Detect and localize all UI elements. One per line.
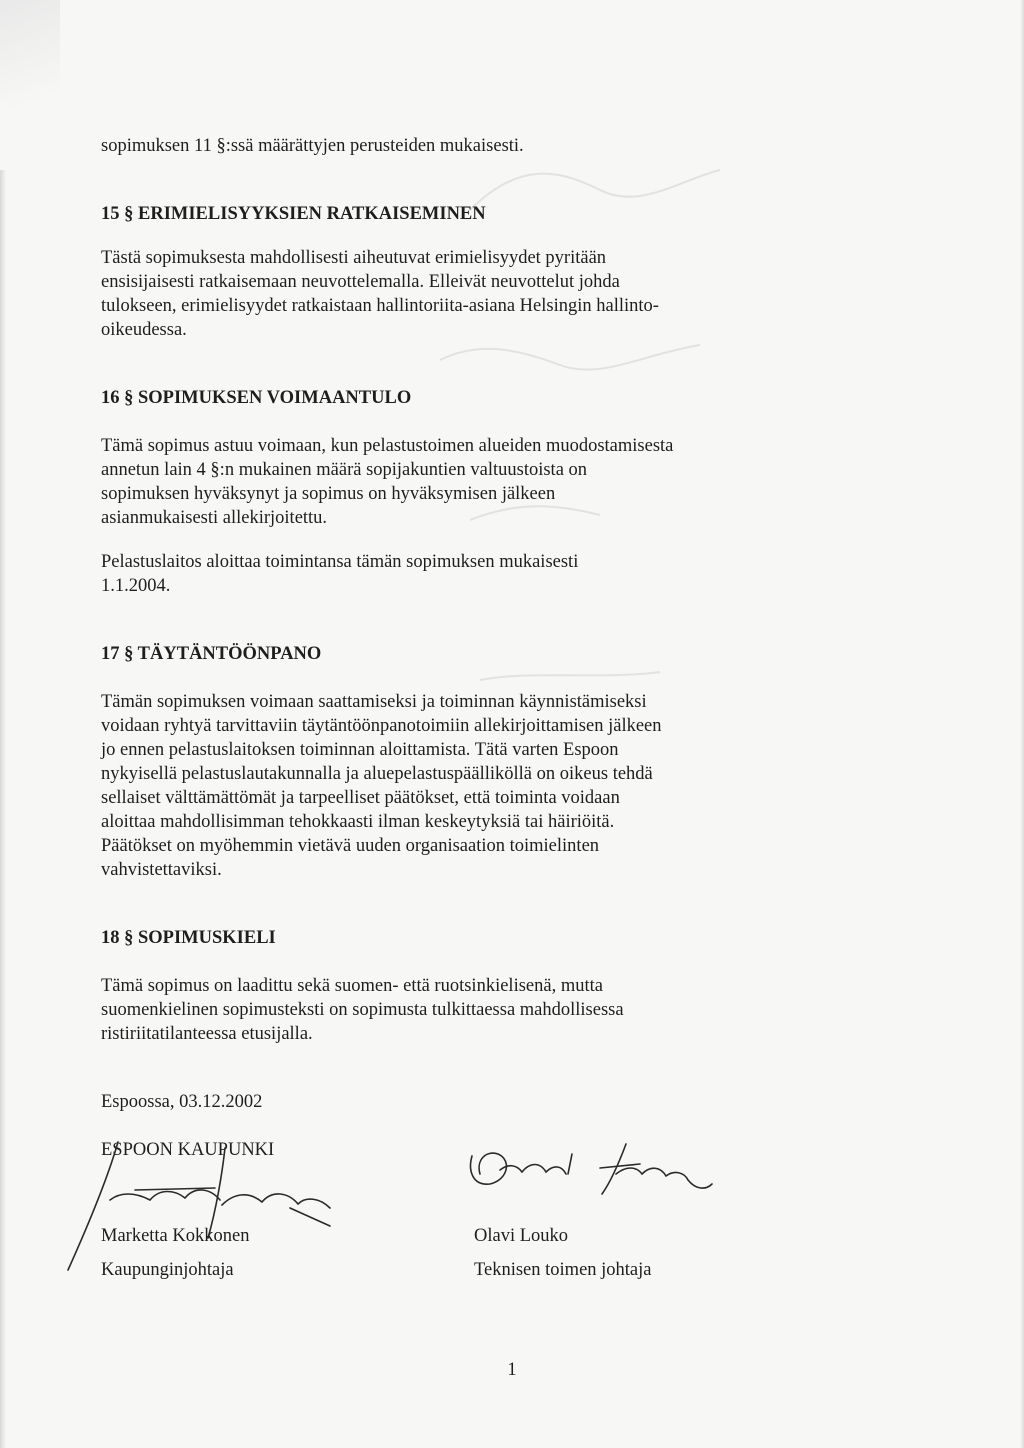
section-17-line-8: vahvistettaviksi.: [101, 860, 222, 880]
page-number: 1: [507, 1360, 517, 1380]
section-heading-17: 17 § TÄYTÄNTÖÖNPANO: [101, 644, 322, 664]
section-17-line-3: jo ennen pelastuslaitoksen toiminnan aloittamista. Tätä varten Espoon: [101, 740, 619, 760]
section-17-line-2: voidaan ryhtyä tarvittaviin täytäntöönpanotoimiin allekirjoittamisen jälkeen: [101, 716, 662, 736]
intro-line: sopimuksen 11 §:ssä määrättyjen perusteiden mukaisesti.: [101, 136, 524, 156]
section-18-line-1: Tämä sopimus on laadittu sekä suomen- että ruotsinkielisenä, mutta: [101, 976, 603, 996]
section-16-para2-line-1: Pelastuslaitos aloittaa toimintansa tämän sopimuksen mukaisesti: [101, 552, 579, 572]
section-16-line-3: sopimuksen hyväksynyt ja sopimus on hyväksymisen jälkeen: [101, 484, 556, 504]
section-18-line-2: suomenkielinen sopimusteksti on sopimusta tulkittaessa mahdollisessa: [101, 1000, 624, 1020]
section-heading-18: 18 § SOPIMUSKIELI: [101, 928, 276, 948]
section-15-line-4: oikeudessa.: [101, 320, 187, 340]
section-17-line-4: nykyisellä pelastuslautakunnalla ja aluepelastuspäälliköllä on oikeus tehdä: [101, 764, 653, 784]
party-name: ESPOON KAUPUNKI: [101, 1140, 275, 1160]
signatory-left-title: Kaupunginjohtaja: [101, 1260, 234, 1280]
section-17-line-6: aloittaa mahdollisimman tehokkaasti ilman keskeytyksiä tai häiriöitä.: [101, 812, 615, 832]
section-18-line-3: ristiriitatilanteessa etusijalla.: [101, 1024, 313, 1044]
signature-block: [0, 1130, 1024, 1290]
signatory-left-name: Marketta Kokkonen: [101, 1226, 250, 1246]
section-15-line-2: ensisijaisesti ratkaisemaan neuvottelemalla. Elleivät neuvottelut johda: [101, 272, 620, 292]
section-17-line-1: Tämän sopimuksen voimaan saattamiseksi ja toiminnan käynnistämiseksi: [101, 692, 647, 712]
section-16-line-2: annetun lain 4 §:n mukainen määrä sopijakuntien valtuustoista on: [101, 460, 588, 480]
section-heading-16: 16 § SOPIMUKSEN VOIMAANTULO: [101, 388, 412, 408]
section-heading-15: 15 § ERIMIELISYYKSIEN RATKAISEMINEN: [101, 204, 486, 224]
signature-right: [450, 1130, 750, 1230]
section-15-line-3: tulokseen, erimielisyydet ratkaistaan hallintoriita-asiana Helsingin hallinto-: [101, 296, 659, 316]
document-body: [101, 134, 761, 1162]
section-15-line-1: Tästä sopimuksesta mahdollisesti aiheutuvat erimielisyydet pyritään: [101, 248, 607, 268]
signatory-right-name: Olavi Louko: [474, 1226, 569, 1246]
section-16-line-1: Tämä sopimus astuu voimaan, kun pelastustoimen alueiden muodostamisesta: [101, 436, 674, 456]
section-17-line-7: Päätökset on myöhemmin vietävä uuden organisaation toimielinten: [101, 836, 600, 856]
section-17-line-5: sellaiset välttämättömät ja tarpeelliset päätökset, että toiminta voidaan: [101, 788, 620, 808]
signatory-right-title: Teknisen toimen johtaja: [474, 1260, 652, 1280]
section-16-para2-line-2: 1.1.2004.: [101, 576, 171, 596]
section-16-line-4: asianmukaisesti allekirjoitettu.: [101, 508, 328, 528]
place-and-date: Espoossa, 03.12.2002: [101, 1092, 263, 1112]
